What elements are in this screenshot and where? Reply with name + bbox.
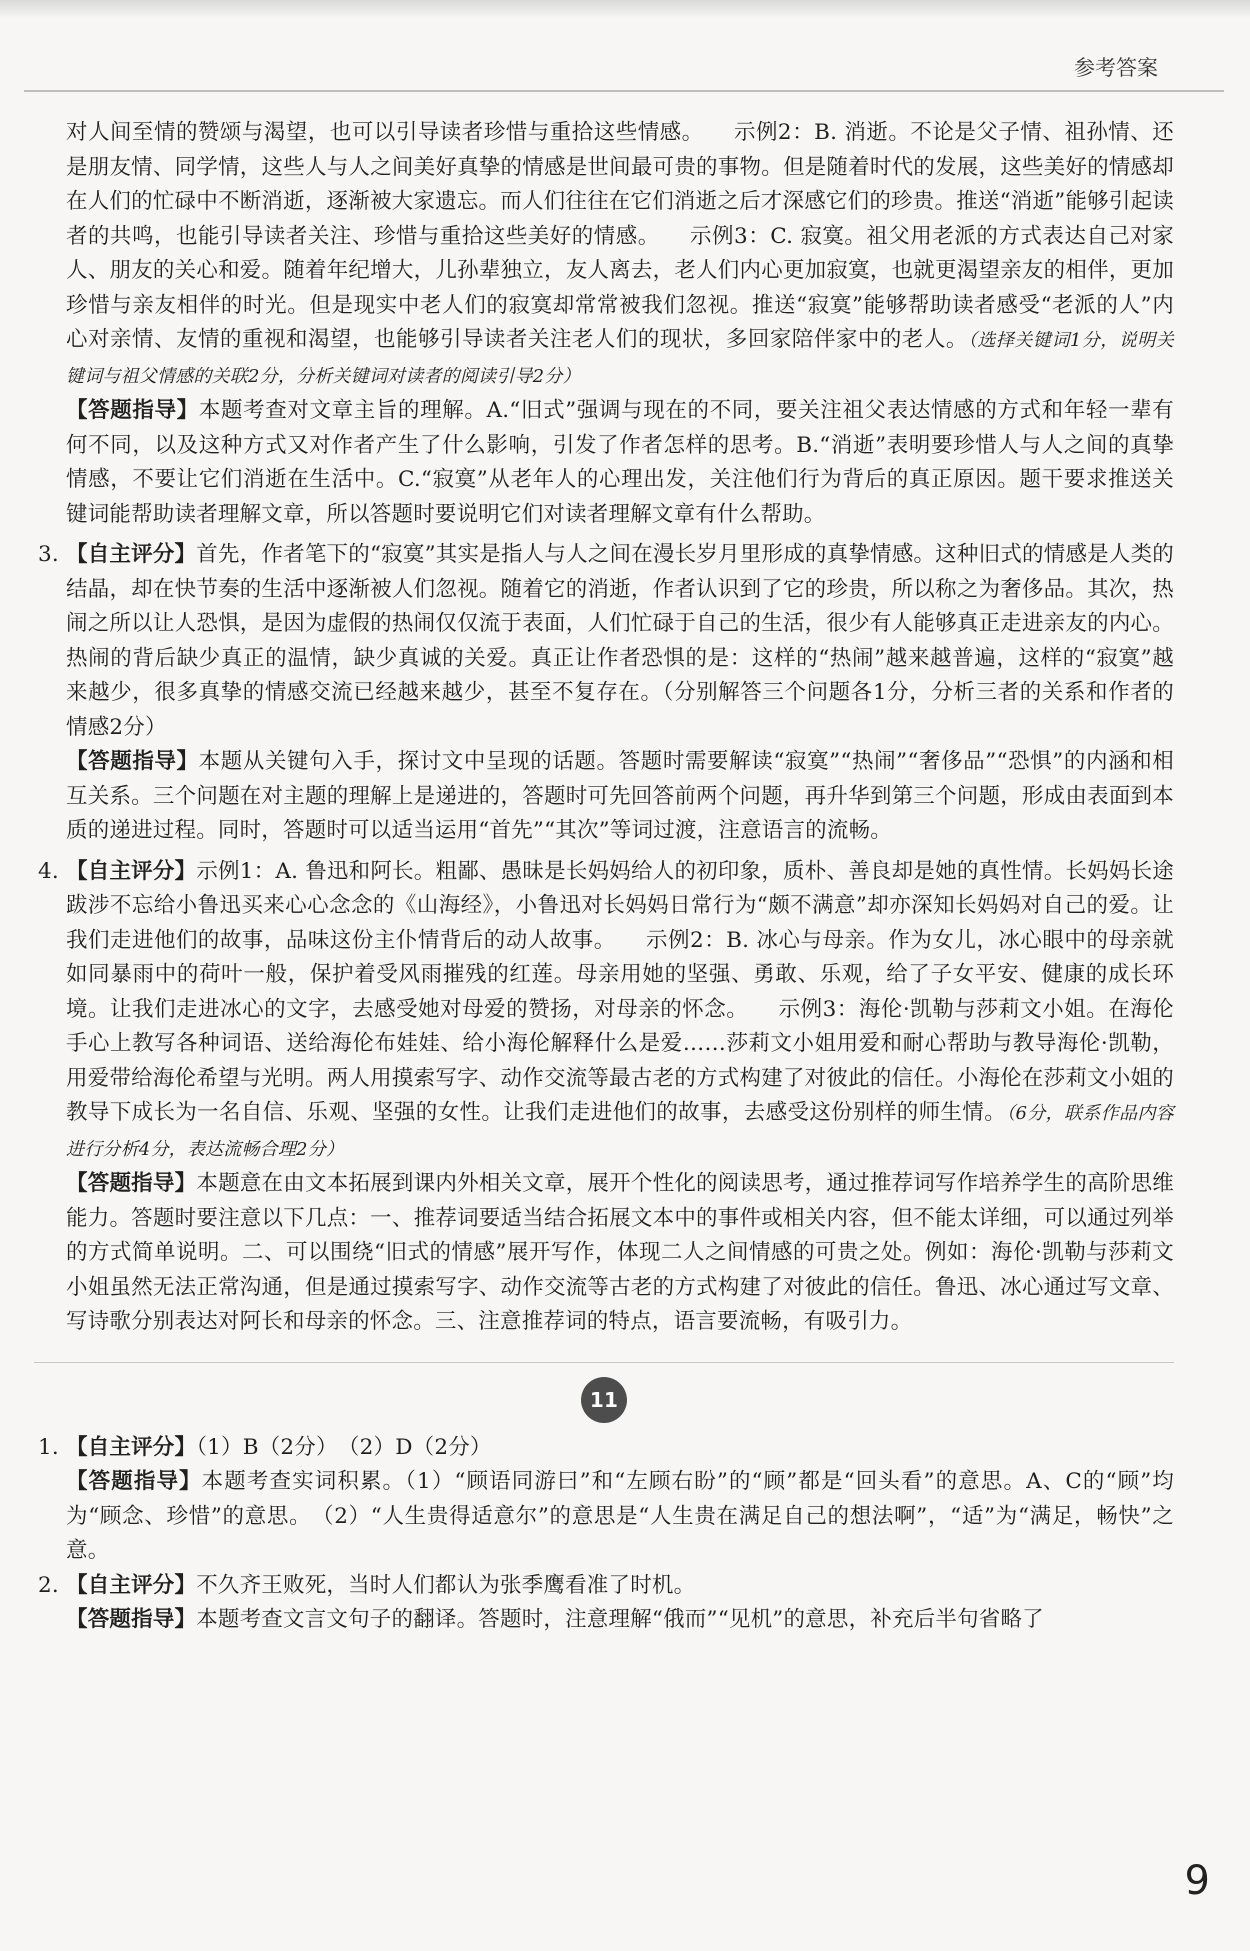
q2-continuation — [34, 116, 1174, 532]
question-4 — [34, 855, 1174, 1340]
q4-answer — [66, 855, 1174, 1168]
q4-example-3: 示例3：海伦·凯勒与莎莉文小姐。在海伦手心上教写各种词语、送给海伦布娃娃、给小海伦解释什么是爱……莎莉文小姐用爱和耐心帮助与教导海伦·凯勒，用爱带给海伦希望与光明。两人用摸索写字、动作交流等最古老的方式构建了对彼此的信任。小海伦在莎莉文小姐的教导下成长为一名自信、乐观、坚强的女性。让我们走进他们的故事，去感受这份别样的师生情。 — [66, 996, 1174, 1125]
s11-q2-guide — [66, 1603, 1174, 1638]
s11-q1-answer — [66, 1431, 1174, 1466]
q2-example-2: 示例2：B. 消逝。不论是父子情、祖孙情、还是朋友情、同学情，这些人与人之间美好真挚的情感是世间最可贵的事物。但是随着时代的发展，这些美好的情感却在人们的忙碌中不断消逝，逐渐被大家遗忘。而人们往往在它们消逝之后才深感它们的珍贵。推送“消逝”能够引起读者的共鸣，也能引导读者关注、珍惜与重拾这些美好的情感。 — [66, 120, 1174, 249]
question-number: 4. — [38, 858, 59, 884]
self-score-label: 【自主评分】 — [66, 1434, 197, 1460]
guide-label: 【答题指导】 — [66, 1469, 202, 1494]
section-badge-wrap — [34, 1377, 1174, 1423]
running-head: 参考答案 — [1074, 56, 1158, 80]
s11-question-2 — [34, 1569, 1174, 1638]
section-divider — [34, 1362, 1174, 1363]
q2-guide-text: 本题考查对文章主旨的理解。A.“旧式”强调与现在的不同，要关注祖父表达情感的方式和年轻一辈有何不同，以及这种方式又对作者产生了什么影响，引发了作者怎样的思考。B.“消逝”表明要珍惜人与人之间的真挚情感，不要让它们消逝在生活中。C.“寂寞”从老年人的心理出发，关注他们行为背后的真正原因。题干要求推送关键词能帮助读者理解文章，所以答题时要说明它们对读者理解文章有什么帮助。 — [66, 398, 1174, 527]
q4-example-1: 示例1：A. 鲁迅和阿长。粗鄙、愚昧是长妈妈给人的初印象，质朴、善良却是她的真性情。长妈妈长途跋涉不忘给小鲁迅买来心心念念的《山海经》，小鲁迅对长妈妈日常行为“颇不满意”却亦深知长妈妈对自己的爱。让我们走进他们的故事，品味这份主仆情背后的动人故事。 — [66, 858, 1175, 953]
top-shadow — [0, 0, 1250, 18]
q4-scoring: （6分，联系作品内容进行分析4分，表达流畅合理2分） — [66, 1103, 1175, 1160]
s11-question-1 — [34, 1431, 1174, 1569]
question-number: 3. — [38, 542, 59, 567]
self-score-label: 【自主评分】 — [66, 858, 197, 884]
self-score-label: 【自主评分】 — [66, 542, 197, 567]
q2-scoring: （选择关键词1分，说明关键词与祖父情感的关联2分，分析关键词对读者的阅读引导2分） — [66, 330, 1174, 387]
q4-example-2: 示例2：B. 冰心与母亲。作为女儿，冰心眼中的母亲就如同暴雨中的荷叶一般，保护着受风雨摧残的红莲。母亲用她的坚强、勇敢、乐观，给了子女平安、健康的成长环境。让我们走进冰心的文字，去感受她对母爱的赞扬，对母亲的怀念。 — [66, 927, 1174, 1022]
guide-label: 【答题指导】 — [66, 398, 199, 423]
q3-scoring: （分别解答三个问题各1分，分析三者的关系和作者的情感2分） — [66, 680, 1175, 740]
s11-q1-guide — [66, 1465, 1174, 1569]
guide-label: 【答题指导】 — [66, 1171, 197, 1196]
self-score-label: 【自主评分】 — [66, 1572, 197, 1598]
question-number: 1. — [38, 1434, 59, 1460]
question-3 — [34, 538, 1174, 849]
answer-content — [34, 116, 1174, 1638]
q2-answer — [66, 116, 1174, 394]
section-number-badge: 11 — [581, 1377, 627, 1423]
guide-label: 【答题指导】 — [66, 749, 199, 774]
question-number: 2. — [38, 1572, 59, 1598]
q2-guide — [66, 394, 1174, 532]
q4-guide — [66, 1167, 1174, 1340]
q3-guide-text: 本题从关键句入手，探讨文中呈现的话题。答题时需要解读“寂寞”“热闹”“奢侈品”“恐惧”的内涵和相互关系。三个问题在对主题的理解上是递进的，答题时可先回答前两个问题，再升华到第三个问题，形成由表面到本质的递进过程。同时，答题时可以适当运用“首先”“其次”等词过渡，注意语言的流畅。 — [66, 749, 1174, 843]
s11-q1-answer-text: （1）B（2分） （2）D（2分） — [196, 1434, 492, 1460]
s11-q2-answer — [66, 1569, 1174, 1604]
q4-guide-text: 本题意在由文本拓展到课内外相关文章，展开个性化的阅读思考，通过推荐词写作培养学生的高阶思维能力。答题时要注意以下几点：一、推荐词要适当结合拓展文本中的事件或相关内容，但不能太详细，可以通过列举的方式简单说明。二、可以围绕“旧式的情感”展开写作，体现二人之间情感的可贵之处。例如：海伦·凯勒与莎莉文小姐虽然无法正常沟通，但是通过摸索写字、动作交流等古老的方式构建了对彼此的信任。鲁迅、冰心通过写文章、写诗歌分别表达对阿长和母亲的怀念。三、注意推荐词的特点，语言要流畅，有吸引力。 — [66, 1171, 1174, 1334]
page-number: 9 — [1184, 1858, 1210, 1904]
guide-label: 【答题指导】 — [66, 1607, 197, 1632]
header-rule — [24, 90, 1224, 92]
q2-answer-text: 对人间至情的赞颂与渴望，也可以引导读者珍惜与重拾这些情感。 — [66, 120, 704, 145]
s11-q2-guide-text: 本题考查文言文句子的翻译。答题时，注意理解“俄而”“见机”的意思，补充后半句省略了 — [196, 1607, 1044, 1632]
q3-answer-text: 首先，作者笔下的“寂寞”其实是指人与人之间在漫长岁月里形成的真挚情感。这种旧式的情感是人类的结晶，却在快节奏的生活中逐渐被人们忽视。随着它的消逝，作者认识到了它的珍贵，所以称之为奢侈品。其次，热闹之所以让人恐惧，是因为虚假的热闹仅仅流于表面，人们忙碌于自己的生活，很少有人能够真正走进亲友的内心。热闹的背后缺少真正的温情，缺少真诚的关爱。真正让作者恐惧的是：这样的“热闹”越来越普遍，这样的“寂寞”越来越少，很多真挚的情感交流已经越来越少，甚至不复存在。 — [66, 542, 1175, 705]
s11-q2-answer-text: 不久齐王败死，当时人们都认为张季鹰看准了时机。 — [196, 1572, 696, 1598]
s11-q1-guide-text: 本题考查实词积累。（1）“顾语同游曰”和“左顾右盼”的“顾”都是“回头看”的意思。A、C的“顾”均为“顾念、珍惜”的意思。 （2）“人生贵得适意尔”的意思是“人生贵在满足自己的想法啊”，“适”为“满足，畅快”之意。 — [66, 1469, 1175, 1563]
section-11 — [34, 1362, 1174, 1638]
q2-example-3: 示例3：C. 寂寞。祖父用老派的方式表达自己对家人、朋友的关心和爱。随着年纪增大，儿孙辈独立，友人离去，老人们内心更加寂寞，也就更渴望亲友的相伴，更加珍惜与亲友相伴的时光。但是现实中老人们的寂寞却常常被我们忽视。推送“寂寞”能够帮助读者感受“老派的人”内心对亲情、友情的重视和渴望，也能够引导读者关注老人们的现状，多回家陪伴家中的老人。 — [66, 223, 1174, 352]
q3-guide — [66, 745, 1174, 849]
q3-answer — [66, 538, 1174, 745]
